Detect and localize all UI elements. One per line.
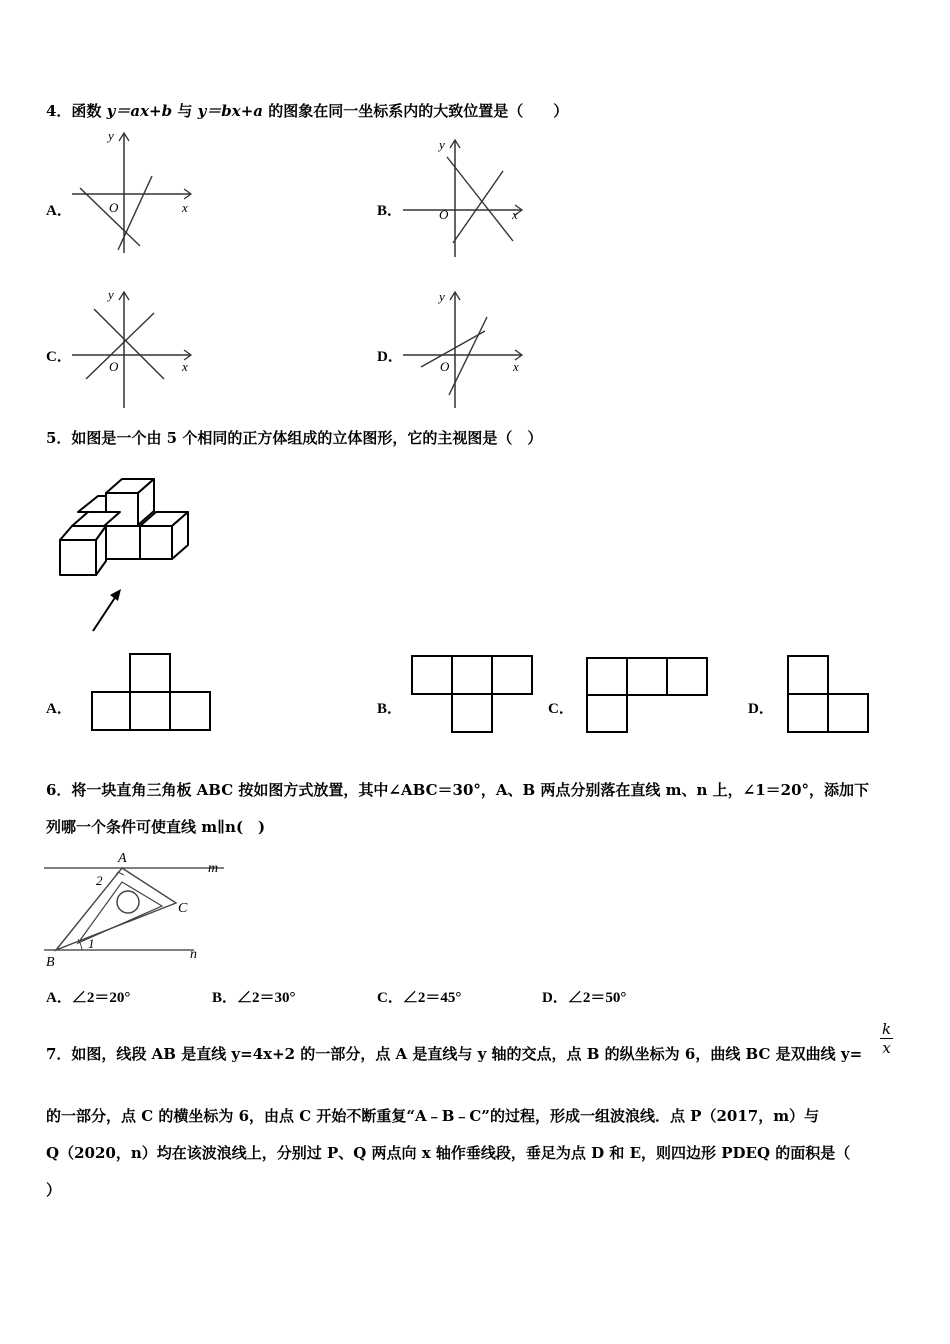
y-label: y <box>108 287 114 302</box>
cube-middle-front <box>106 526 140 559</box>
origin-label: O <box>440 359 450 374</box>
outer-triangle <box>56 868 176 950</box>
label-c: C <box>178 901 188 916</box>
origin-label: O <box>439 207 449 222</box>
q6-option-a[interactable]: A．∠2＝20° <box>46 990 131 1006</box>
line-1 <box>421 331 485 367</box>
q5-option-b-label[interactable]: B． <box>377 701 403 717</box>
square <box>130 654 170 692</box>
q6-stem-line-1: 6．将一块直角三角板 ABC 按如图方式放置，其中∠ABC＝30°，A、B 两点分别落在直线 m、n 上，∠1＝20°，添加下 <box>46 781 870 799</box>
q5-view-a[interactable] <box>88 650 214 734</box>
view-arrow-shaft <box>93 593 118 631</box>
x-label: x <box>513 359 519 374</box>
q6-stem-line-2: 列哪一个条件可使直线 m∥n( ) <box>46 818 266 836</box>
fraction-denominator: x <box>882 1039 891 1057</box>
q4-graph-b[interactable] <box>403 135 528 260</box>
label-angle-2: 2 <box>96 873 103 888</box>
q5-option-a-label[interactable]: A． <box>46 701 72 717</box>
q5-option-c-label[interactable]: C． <box>548 701 574 717</box>
label-n: n <box>190 947 197 962</box>
q4-option-c-label[interactable]: C． <box>46 349 72 365</box>
q4-stem-prefix: 4．函数 <box>46 102 107 120</box>
fraction-numerator: k <box>882 1020 892 1038</box>
view-arrow-head <box>110 589 121 601</box>
line-2 <box>118 176 152 250</box>
square <box>130 692 170 730</box>
label-m: m <box>208 861 219 876</box>
q4-option-d-label[interactable]: D． <box>377 349 403 365</box>
square <box>627 658 667 695</box>
q4-graph-a[interactable] <box>72 128 197 258</box>
square <box>788 656 828 694</box>
x-label: x <box>512 207 518 222</box>
q6-triangle-figure <box>44 848 228 972</box>
q4-formula-2: y＝bx+a <box>197 102 263 120</box>
q4-option-a-label[interactable]: A． <box>46 203 72 219</box>
triangle-hole <box>117 891 139 913</box>
square <box>452 694 492 732</box>
origin-label: O <box>109 200 119 215</box>
square <box>828 694 868 732</box>
cube-front-left-front <box>60 540 96 575</box>
q7-stem-line-3: Q（2020，n）均在该波浪线上，分别过 P、Q 两点向 x 轴作垂线段，垂足为点 D 和 E，则四边形 PDEQ 的面积是（ <box>46 1144 851 1162</box>
q6-option-d[interactable]: D．∠2＝50° <box>542 990 627 1006</box>
y-label: y <box>108 128 114 143</box>
square <box>412 656 452 694</box>
line-2 <box>86 313 154 379</box>
line-2 <box>453 171 503 243</box>
q4-formula-1: y＝ax+b <box>106 102 173 120</box>
q6-option-c[interactable]: C．∠2＝45° <box>377 990 462 1006</box>
inner-triangle <box>78 882 162 943</box>
q5-view-d[interactable] <box>784 652 874 736</box>
origin-label: O <box>109 359 119 374</box>
square <box>452 656 492 694</box>
square <box>170 692 210 730</box>
q5-stem: 5．如图是一个由 5 个相同的正方体组成的立体图形，它的主视图是（ ） <box>46 429 543 447</box>
label-angle-1: 1 <box>88 936 95 951</box>
square <box>587 695 627 732</box>
x-label: x <box>182 359 188 374</box>
line-1 <box>447 157 513 241</box>
square <box>492 656 532 694</box>
q7-stem-line-1: 7．如图，线段 AB 是直线 y=4x+2 的一部分，点 A 是直线与 y 轴的交点，点 B 的纵坐标为 6，曲线 BC 是双曲线 y= <box>46 1045 863 1063</box>
q4-option-b-label[interactable]: B． <box>377 203 403 219</box>
q5-view-c[interactable] <box>583 654 711 736</box>
q4-graph-c[interactable] <box>72 287 197 412</box>
label-a: A <box>118 851 127 866</box>
square <box>667 658 707 695</box>
q4-stem-mid: 与 <box>172 102 198 120</box>
q4-stem-suffix: 的图象在同一坐标系内的大致位置是（ ） <box>263 102 569 120</box>
q7-stem-line-4: ） <box>46 1181 62 1199</box>
q5-view-b[interactable] <box>408 652 538 736</box>
y-label: y <box>439 289 445 304</box>
q5-cube-figure <box>50 465 200 640</box>
y-label: y <box>439 137 445 152</box>
q6-option-b[interactable]: B．∠2＝30° <box>212 990 296 1006</box>
line-1 <box>80 188 140 246</box>
q4-graph-d[interactable] <box>403 287 528 412</box>
x-label: x <box>182 200 188 215</box>
line-1 <box>94 309 164 379</box>
square <box>788 694 828 732</box>
q7-fraction-k-over-x <box>880 1020 893 1057</box>
q4-stem <box>46 101 568 121</box>
q7-stem-line-2: 的一部分，点 C 的横坐标为 6，由点 C 开始不断重复“A﹣B﹣C”的过程，形成一组波浪线．点 P（2017，m）与 <box>46 1107 820 1125</box>
q5-option-d-label[interactable]: D． <box>748 701 774 717</box>
square <box>92 692 130 730</box>
label-b: B <box>46 955 55 970</box>
cube-right-front <box>140 526 172 559</box>
square <box>587 658 627 695</box>
